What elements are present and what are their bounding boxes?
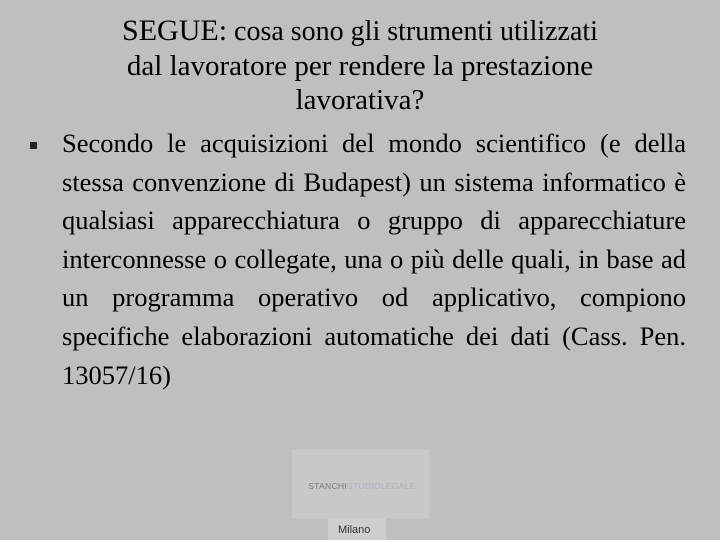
title-line-1: [20, 14, 700, 49]
bullet-paragraph: Secondo le acquisizioni del mondo scientifico (e della stessa convenzione di Budapest) un sistema informatico è qualsiasi apparecchiatura o gruppo di apparecchiature interconnesse o collegate, una o più delle quali, in base ad un programma operativo od applicativo, compiono specifiche elaborazioni automatiche dei dati (Cass. Pen. 13057/16): [62, 128, 686, 390]
logo-caption-box: [328, 518, 386, 540]
logo-caption: Milano: [338, 524, 371, 536]
bullet-marker-icon: [30, 142, 37, 149]
title-keyword: SEGUE:: [122, 14, 228, 47]
title-line-1-rest: cosa sono gli strumenti utilizzati: [227, 16, 598, 47]
logo-part-2: STUDIOLEGALE: [346, 481, 416, 491]
logo-part-1: STANCHI: [308, 481, 347, 491]
title-line-3: lavorativa?: [295, 84, 425, 116]
logo-wordmark: [302, 481, 422, 491]
slide-title: [20, 14, 700, 117]
title-line-2: dal lavoratore per rendere la prestazione: [126, 50, 594, 82]
